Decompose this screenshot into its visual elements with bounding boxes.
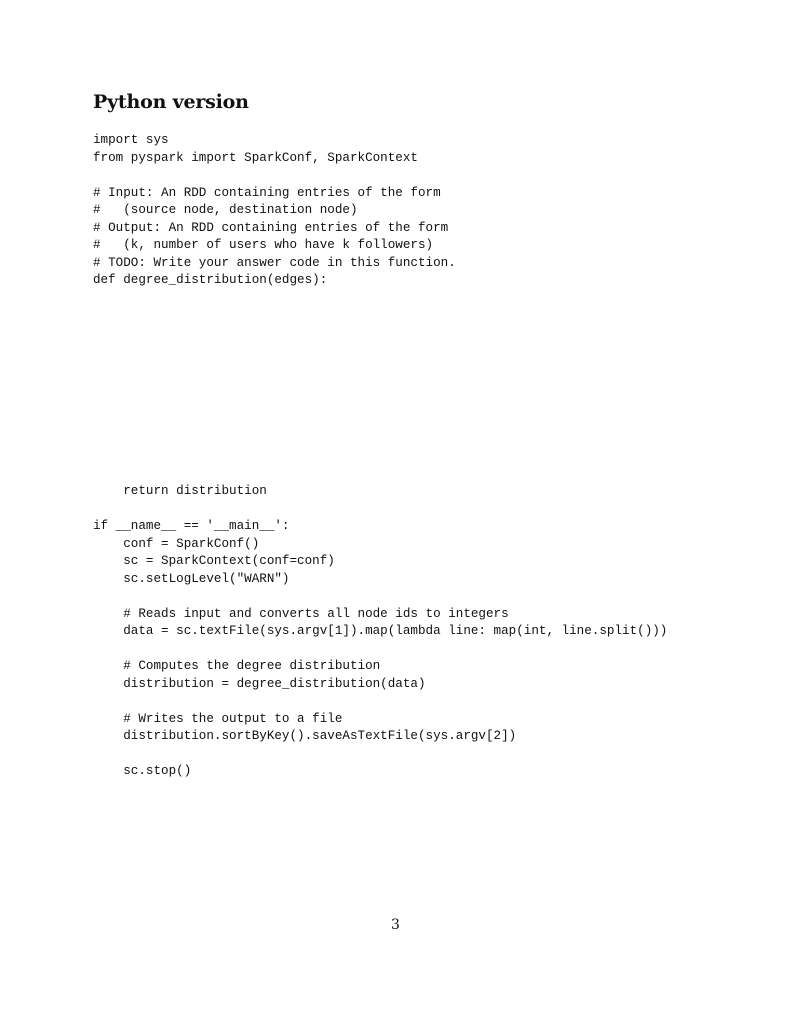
code-line: sc.setLogLevel("WARN") [93,571,290,586]
code-line: # (k, number of users who have k followers) [93,238,434,252]
code-line: data = sc.textFile(sys.argv[1]).map(lambda line: map(int, line.split())) [93,624,668,638]
code-line: return distribution [93,484,267,498]
code-line: distribution = degree_distribution(data) [93,676,426,691]
code-line: # Input: An RDD containing entries of the form [93,185,441,200]
section-title: Python version [93,91,249,113]
code-line: def degree_distribution(edges): [93,273,328,287]
code-line: # Writes the output to a file [93,711,343,726]
code-line: # Computes the degree distribution [93,659,381,673]
code-block-header [93,132,456,290]
code-line: import sys [93,133,169,147]
code-line: # TODO: Write your answer code in this function. [93,255,456,270]
code-line: conf = SparkConf() [93,536,260,551]
code-line [93,641,667,659]
code-line [93,167,456,185]
code-line: sc = SparkContext(conf=conf) [93,554,335,568]
code-line: # Reads input and converts all node ids to integers [93,606,509,621]
code-line [93,746,667,764]
code-line [93,501,667,519]
code-line: # (source node, destination node) [93,203,358,217]
code-block-footer [93,483,667,781]
code-line [93,588,667,606]
page-number: 3 [391,917,400,933]
code-line: from pyspark import SparkConf, SparkContext [93,150,418,165]
code-line: sc.stop() [93,764,192,778]
code-line [93,693,667,711]
code-line: distribution.sortByKey().saveAsTextFile(sys.argv[2]) [93,729,517,743]
code-line: # Output: An RDD containing entries of the form [93,220,449,235]
code-line: if __name__ == '__main__': [93,519,290,533]
